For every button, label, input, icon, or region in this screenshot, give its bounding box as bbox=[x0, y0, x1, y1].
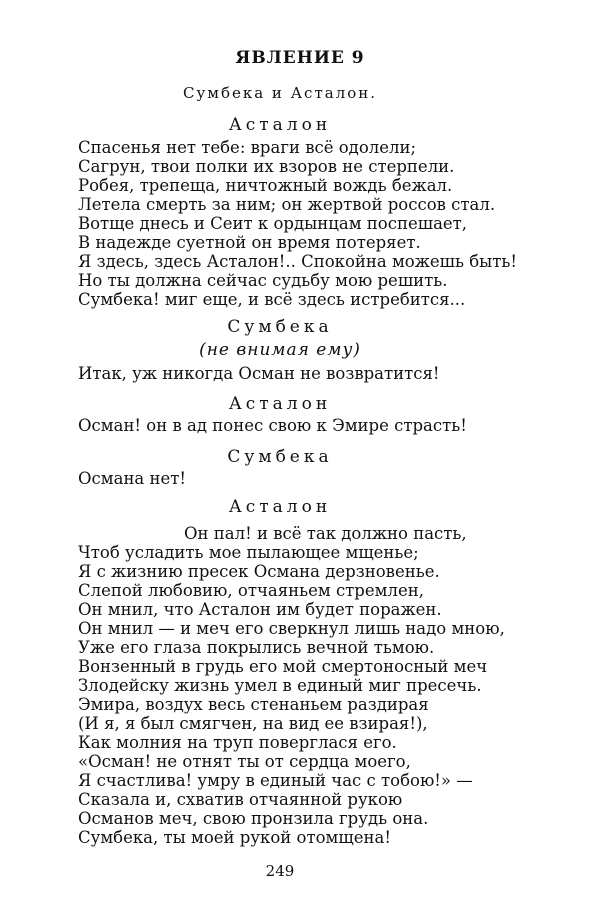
verse-line: Робея, трепеща, ничтожный вождь бежал. bbox=[78, 176, 453, 195]
verse-line: Сказала и, схватив отчаянной рукою bbox=[78, 790, 403, 809]
verse-line: Вонзенный в грудь его мой смертоносный меч bbox=[78, 657, 488, 676]
verse-line: Летела смерть за ним; он жертвой россов стал. bbox=[78, 195, 496, 214]
verse-line: Он мнил — и меч его сверкнул лишь надо мною, bbox=[78, 619, 505, 638]
verse-line: Османов меч, свою пронзила грудь она. bbox=[78, 809, 429, 828]
speech-block bbox=[78, 469, 538, 488]
scene-characters: Сумбека и Асталон. bbox=[182, 84, 378, 102]
verse-line: Чтоб усладить мое пылающее мщенье; bbox=[78, 543, 419, 562]
verse-line: Слепой любовию, отчаяньем стремлен, bbox=[78, 581, 424, 600]
verse-line: Как молния на труп поверглася его. bbox=[78, 733, 397, 752]
page-number: 249 bbox=[265, 862, 295, 880]
speech-block bbox=[78, 364, 538, 383]
scene-title: ЯВЛЕНИЕ 9 bbox=[235, 48, 365, 68]
verse-line: Сагрун, твои полки их взоров не стерпели. bbox=[78, 157, 455, 176]
speaker-name: Сумбека bbox=[227, 447, 333, 467]
stage-direction: (не внимая ему) bbox=[199, 340, 361, 360]
verse-line: Итак, уж никогда Осман не возвратится! bbox=[78, 364, 440, 383]
verse-line: Он мнил, что Асталон им будет поражен. bbox=[78, 600, 442, 619]
speech-block bbox=[78, 138, 538, 309]
verse-line: Злодейску жизнь умел в единый миг пресечь. bbox=[78, 676, 482, 695]
speaker-name: Асталон bbox=[228, 115, 332, 135]
speaker-name: Асталон bbox=[228, 497, 332, 517]
verse-line: Уже его глаза покрылись вечной тьмою. bbox=[78, 638, 435, 657]
verse-line: Вотще днесь и Сеит к ордынцам поспешает, bbox=[78, 214, 468, 233]
verse-line: «Осман! не отнят ты от сердца моего, bbox=[78, 752, 411, 771]
speech-block bbox=[78, 524, 538, 847]
verse-line: Я счастлива! умру в единый час с тобою!» — bbox=[78, 771, 473, 790]
verse-line: В надежде суетной он время потеряет. bbox=[78, 233, 421, 252]
speech-block bbox=[78, 416, 538, 435]
verse-line: Я с жизнию пресек Османа дерзновенье. bbox=[78, 562, 440, 581]
speaker-name: Асталон bbox=[228, 394, 332, 414]
verse-line: Он пал! и всё так должно пасть, bbox=[184, 524, 467, 543]
verse-line: Сумбека! миг еще, и всё здесь истребится... bbox=[78, 290, 466, 309]
verse-line: (И я, я был смягчен, на вид ее взирая!), bbox=[78, 714, 428, 733]
verse-line: Сумбека, ты моей рукой отомщена! bbox=[78, 828, 391, 847]
verse-line: Я здесь, здесь Асталон!.. Спокойна можешь быть! bbox=[78, 252, 518, 271]
speaker-name: Сумбека bbox=[227, 317, 333, 337]
verse-line: Спасенья нет тебе: враги всё одолели; bbox=[78, 138, 417, 157]
verse-line: Эмира, воздух весь стенаньем раздирая bbox=[78, 695, 429, 714]
verse-line: Но ты должна сейчас судьбу мою решить. bbox=[78, 271, 448, 290]
verse-line: Осман! он в ад понес свою к Эмире страсть! bbox=[78, 416, 467, 435]
verse-line: Османа нет! bbox=[78, 469, 187, 488]
